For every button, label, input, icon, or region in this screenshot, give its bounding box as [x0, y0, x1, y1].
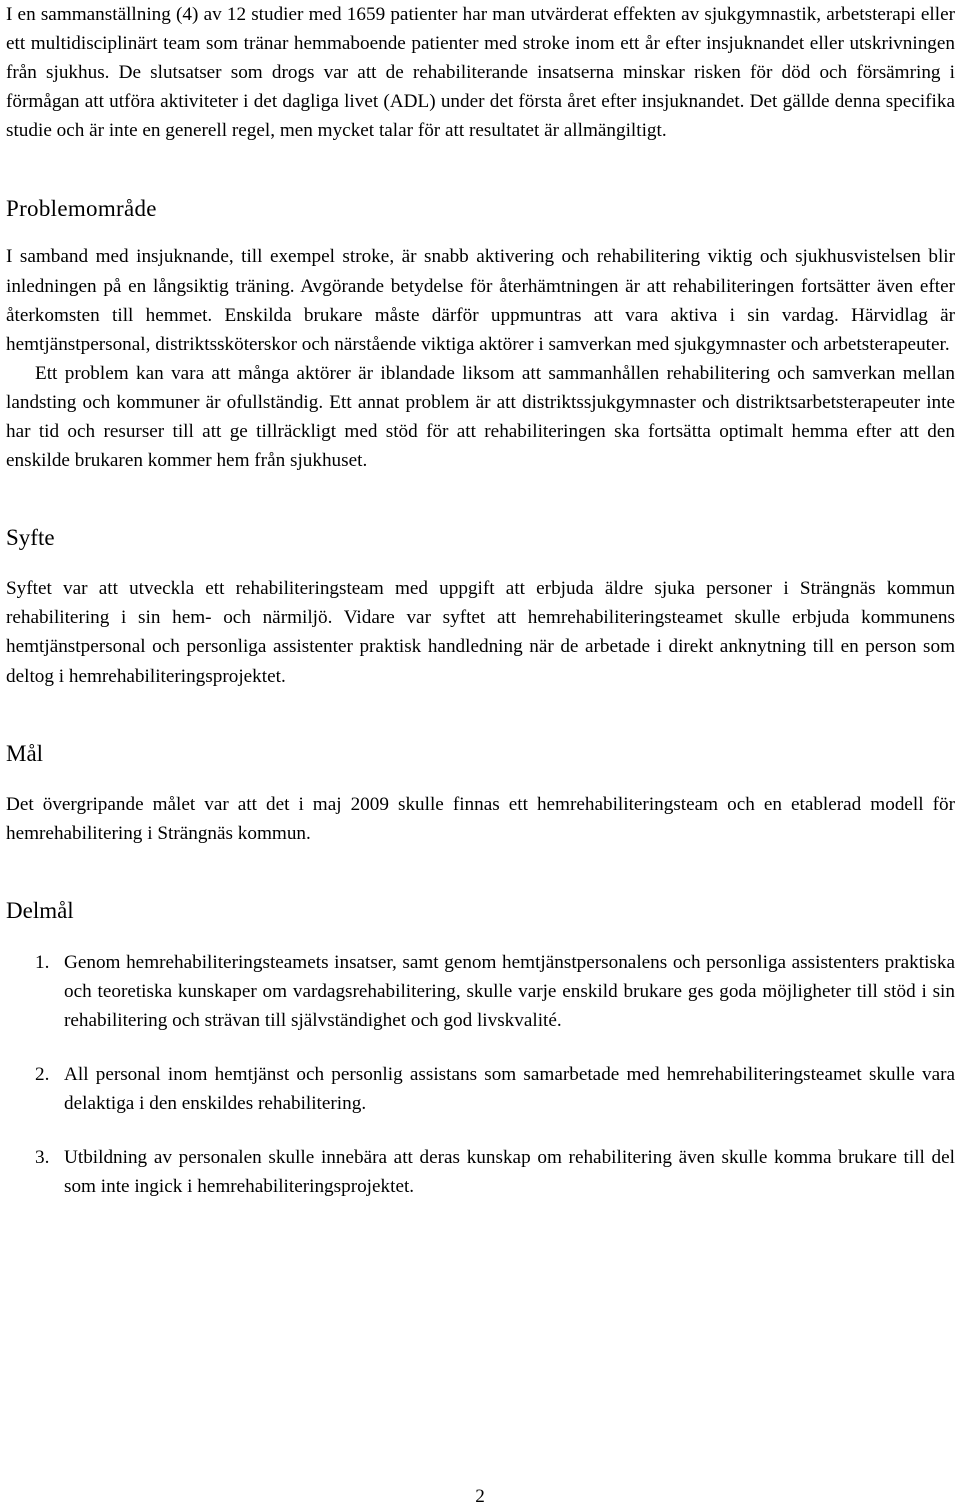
document-page: [6, 0, 955, 1201]
list-item-number: 3.: [35, 1147, 50, 1169]
delmal-list: [6, 948, 955, 1202]
problem-paragraph-1: I samband med insjuknande, till exempel stroke, är snabb aktivering och rehabilitering viktig och sjukhusvistelsen blir inledningen på en långsiktig träning. Avgörande betydelse för återhämtningen är att rehabiliteringen fortsätter även efter återkomsten till hemmet. Enskilda brukare måste därför uppmuntras att vara aktiva i sin vardag. Härvidlag är hemtjänstpersonal, distriktssköterskor och närstående viktiga aktörer i samverkan med sjukgymnaster och arbetsterapeuter.: [6, 246, 955, 355]
list-item-number: 1.: [35, 951, 50, 973]
list-item-text: All personal inom hemtjänst och personlig assistans som samarbetade med hemrehabiliteringsteamet skulle vara delaktiga i den enskildes rehabilitering.: [64, 1064, 955, 1115]
delmal-heading: Delmål: [6, 897, 74, 923]
syfte-paragraph: Syftet var att utveckla ett rehabiliteringsteam med uppgift att erbjuda äldre sjuka personer i Strängnäs kommun rehabilitering i sin hem- och närmiljö. Vidare var syftet att hemrehabiliteringsteamet skulle erbjuda kommunens hemtjänstpersonal och personliga assistenter praktisk handledning när de arbetade i direkt anknytning till en person som deltog i hemrehabiliteringsprojektet.: [6, 578, 955, 687]
problem-heading: Problemområde: [6, 196, 157, 222]
list-item: [6, 1060, 955, 1118]
mal-paragraph: Det övergripande målet var att det i maj 2009 skulle finnas ett hemrehabiliteringsteam och en etablerad modell för hemrehabilitering i Strängnäs kommun.: [6, 793, 955, 844]
syfte-heading: Syfte: [6, 525, 55, 551]
mal-heading: Mål: [6, 740, 44, 766]
problem-paragraph-2: Ett problem kan vara att många aktörer är iblandade liksom att sammanhållen rehabilitering och samverkan mellan landsting och kommuner är ofullständig. Ett annat problem är att distriktssjukgymnaster och distriktsarbetsterapeuter inte har tid och resurser till att ge tillräckligt med stöd för att rehabiliteringen ska fortsätta optimalt hemma efter att den enskilde brukaren kommer hem från sjukhuset.: [6, 362, 955, 472]
list-item: [6, 948, 955, 1035]
page-number: 2: [475, 1486, 485, 1507]
intro-paragraph: I en sammanställning (4) av 12 studier med 1659 patienter har man utvärderat effekten av sjukgymnastik, arbetsterapi eller ett multidisciplinärt team som tränar hemmaboende patienter med stroke inom ett år efter insjuknandet eller utskrivningen från sjukhus. De slutsatser som drogs var att de rehabiliterande insatserna minskar risken för död och försämring i förmågan att utföra aktiviteter i det dagliga livet (ADL) under det första året efter insjuknandet. Det gällde denna specifika studie och är inte en generell regel, men mycket talar för att resultatet är allmängiltigt.: [6, 4, 955, 142]
list-item-text: Genom hemrehabiliteringsteamets insatser, samt genom hemtjänstpersonalens och personliga assistenters praktiska och teoretiska kunskaper om vardagsrehabilitering, skulle varje enskild brukare ges goda möjligheter till stöd i sin rehabilitering och strävan till självständighet och god livskvalité.: [64, 951, 955, 1031]
list-item: [6, 1143, 955, 1201]
list-item-number: 2.: [35, 1064, 50, 1086]
list-item-text: Utbildning av personalen skulle innebära att deras kunskap om rehabilitering även skulle komma brukare till del som inte ingick i hemrehabiliteringsprojektet.: [64, 1147, 955, 1198]
